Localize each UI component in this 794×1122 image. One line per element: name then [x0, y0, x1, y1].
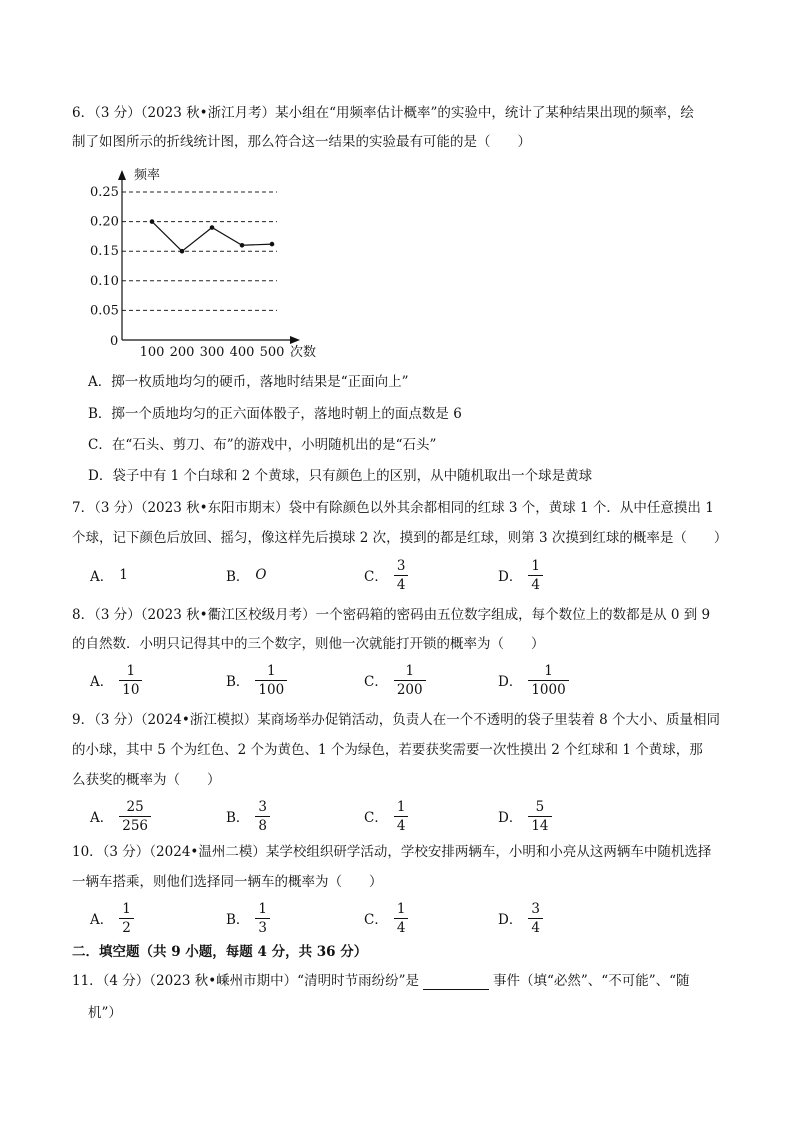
fraction — [394, 558, 409, 593]
option-letter: C． — [364, 569, 388, 585]
y-tick-label: 0.20 — [90, 214, 119, 230]
q10-options — [0, 898, 794, 938]
numerator: 1 — [531, 557, 540, 574]
option-letter: C． — [364, 912, 388, 928]
chart-origin-label: 0 — [110, 334, 119, 349]
q9-option-c — [364, 796, 408, 836]
q8-option-d — [498, 660, 569, 700]
q7-option-d — [498, 555, 543, 595]
option-letter: A． — [90, 674, 114, 690]
x-tick-label: 100 — [139, 345, 165, 360]
q10-option-a — [90, 898, 134, 938]
fraction — [528, 663, 568, 698]
data-point — [240, 243, 245, 248]
x-tick-label: 400 — [229, 345, 255, 360]
y-tick-label: 0.05 — [90, 303, 119, 319]
q6-option-a: A．掷一枚质地均匀的硬币，落地时结果是“正面向上” — [88, 374, 409, 390]
option-value: 1 — [119, 567, 128, 583]
fraction — [255, 901, 270, 936]
fraction — [394, 799, 409, 834]
q7-option-b — [226, 555, 267, 595]
x-tick-label: 500 — [259, 345, 285, 360]
chart-x-label: 次数 — [290, 345, 317, 360]
option-letter: A． — [90, 569, 114, 585]
y-axis-arrow — [118, 170, 126, 180]
denominator: 4 — [394, 918, 409, 936]
option-letter: B． — [226, 810, 250, 826]
y-tick-label: 0.15 — [90, 244, 119, 260]
option-letter: A． — [90, 912, 114, 928]
q6-option-b: B．掷一个质地均匀的正六面体骰子，落地时朝上的面点数是 6 — [88, 406, 462, 422]
option-letter: C． — [364, 810, 388, 826]
fraction — [255, 799, 270, 834]
option-letter: B． — [226, 912, 250, 928]
q8-option-c — [364, 660, 426, 700]
x-tick-label: 300 — [199, 345, 225, 360]
q10-line2: 一辆车搭乘，则他们选择同一辆车的概率为（ ） — [72, 874, 383, 890]
q9-line1: 9．（3 分）（2024•浙江模拟）某商场举办促销活动，负责人在一个不透明的袋子里装着 8 个大小、质量相同 — [72, 712, 720, 728]
denominator: 3 — [255, 918, 270, 936]
y-tick-label: 0.10 — [90, 273, 119, 289]
x-tick-label: 200 — [169, 345, 195, 360]
q11-line1 — [72, 972, 690, 990]
numerator: 1 — [267, 662, 276, 679]
denominator: 4 — [528, 575, 543, 593]
q7-option-c — [364, 555, 408, 595]
option-letter: C． — [364, 674, 388, 690]
fraction — [119, 799, 151, 834]
denominator: 4 — [394, 575, 409, 593]
numerator: 3 — [396, 557, 406, 574]
data-point — [210, 225, 215, 230]
q8-option-b — [226, 660, 287, 700]
fraction — [528, 901, 543, 936]
section-title: 二．填空题（共 9 小题，每题 4 分，共 36 分） — [72, 944, 368, 960]
denominator: 4 — [528, 918, 543, 936]
denominator: 4 — [394, 816, 409, 834]
fraction — [394, 901, 409, 936]
numerator: 3 — [531, 900, 540, 917]
option-letter: D． — [498, 569, 523, 585]
q9-option-d — [498, 796, 552, 836]
numerator: 3 — [258, 798, 268, 815]
q9-options — [0, 796, 794, 836]
q11-text-before: 11．（4 分）（2023 秋•嵊州市期中）“清明时节雨纷纷”是 — [72, 973, 419, 989]
fraction — [528, 558, 543, 593]
numerator: 25 — [126, 798, 144, 815]
data-point — [180, 249, 185, 254]
data-point — [150, 219, 155, 224]
denominator: 2 — [119, 918, 134, 936]
q9-line3: 么获奖的概率为（ ） — [72, 772, 221, 788]
denominator: 14 — [528, 816, 551, 834]
denominator: 200 — [394, 680, 426, 698]
chart-y-label: 频率 — [134, 168, 161, 183]
q7-line2: 个球，记下颜色后放回、摇匀，像这样先后摸球 2 次，摸到的都是红球，则第 3 次摸到红球的概率是（ ） — [72, 530, 728, 546]
q8-line2: 的自然数．小明只记得其中的三个数字，则他一次就能打开锁的概率为（ ） — [72, 636, 545, 652]
q10-option-b — [226, 898, 270, 938]
q7-options — [0, 555, 794, 595]
fraction — [528, 799, 551, 834]
q9-option-a — [90, 796, 151, 836]
y-tick-label: 0.25 — [90, 185, 119, 200]
denominator: 1000 — [528, 680, 568, 698]
numerator: 1 — [396, 798, 406, 815]
option-letter: D． — [498, 674, 523, 690]
data-point — [270, 242, 275, 247]
q6-option-d: D．袋子中有 1 个白球和 2 个黄球，只有颜色上的区别，从中随机取出一个球是黄球 — [88, 468, 593, 484]
fraction — [119, 901, 134, 936]
fraction — [119, 663, 142, 698]
q10-line1: 10．（3 分）（2024•温州二模）某学校组织研学活动，学校安排两辆车，小明和小亮从这两辆车中随机选择 — [72, 844, 712, 860]
q7-option-a — [90, 555, 128, 595]
fraction — [255, 663, 287, 698]
fraction — [394, 663, 426, 698]
q11-line2: 机”） — [88, 1005, 122, 1021]
numerator: 1 — [396, 900, 406, 917]
q10-option-d — [498, 898, 543, 938]
denominator: 8 — [255, 816, 270, 834]
q6-option-c: C．在“石头、剪刀、布”的游戏中，小明随机出的是“石头” — [88, 437, 437, 453]
denominator: 10 — [119, 680, 142, 698]
q10-option-c — [364, 898, 408, 938]
frequency-line-chart — [82, 162, 342, 362]
q6-line1: 6．（3 分）（2023 秋•浙江月考）某小组在“用频率估计概率”的实验中，统计了某种结果出现的频率，绘 — [72, 105, 694, 121]
option-letter: D． — [498, 810, 523, 826]
q9-option-b — [226, 796, 270, 836]
option-letter: A． — [90, 810, 114, 826]
option-value: O — [255, 567, 267, 583]
option-letter: B． — [226, 569, 250, 585]
numerator: 1 — [122, 900, 131, 917]
numerator: 1 — [126, 662, 136, 679]
q8-options — [0, 660, 794, 700]
q8-option-a — [90, 660, 142, 700]
denominator: 100 — [255, 680, 287, 698]
numerator: 5 — [535, 798, 545, 815]
numerator: 1 — [544, 662, 553, 679]
option-letter: D． — [498, 912, 523, 928]
option-letter: B． — [226, 674, 250, 690]
answer-blank[interactable] — [423, 975, 489, 990]
x-axis-arrow — [290, 336, 300, 344]
numerator: 1 — [405, 662, 415, 679]
numerator: 1 — [258, 900, 268, 917]
denominator: 256 — [119, 816, 151, 834]
q8-line1: 8．（3 分）（2023 秋•衢江区校级月考）一个密码箱的密码由五位数字组成，每个数位上的数都是从 0 到 9 — [72, 607, 711, 623]
q9-line2: 的小球，其中 5 个为红色、2 个为黄色、1 个为绿色，若要获奖需要一次性摸出 2 个红球和 1 个黄球，那 — [72, 742, 703, 758]
q6-line2: 制了如图所示的折线统计图，那么符合这一结果的实验最有可能的是（ ） — [72, 134, 531, 150]
q11-text-after: 事件（填“必然”、“不可能”、“随 — [492, 973, 690, 989]
q7-line1: 7．（3 分）（2023 秋•东阳市期末）袋中有除颜色以外其余都相同的红球 3 个，黄球 1 个．从中任意摸出 1 — [72, 500, 714, 516]
